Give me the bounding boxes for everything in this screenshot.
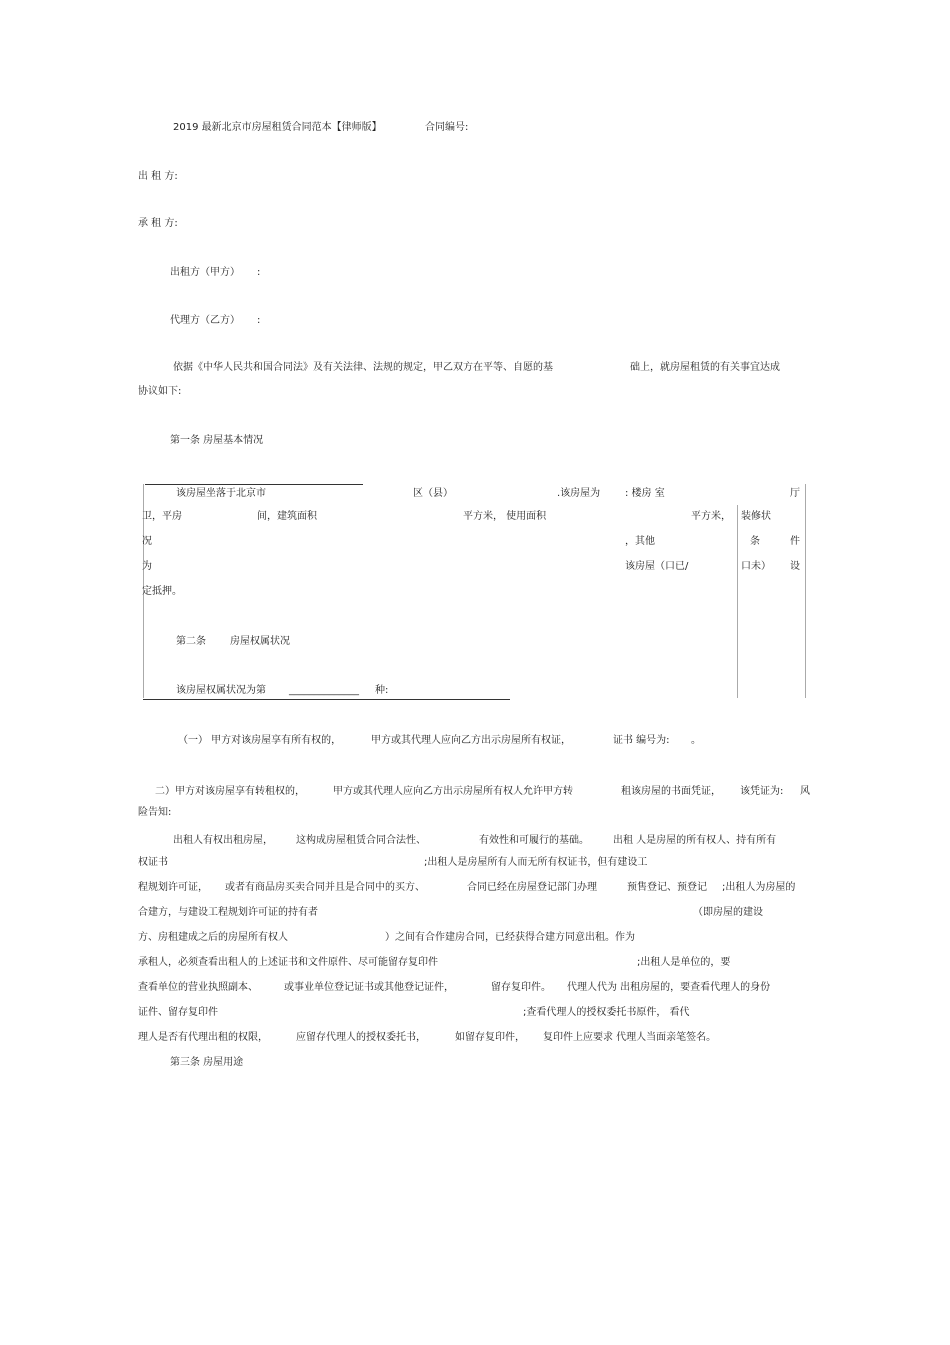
ownership-p1-b: 甲方或其代理人应向乙方出示房屋所有权证，	[371, 735, 571, 746]
ownership-p2-a: 二）甲方对该房屋享有转租权的，	[155, 786, 305, 797]
location-label: 该房屋坐落于北京市	[176, 488, 266, 499]
building-room-label: : 楼房 室	[625, 488, 665, 499]
risk-l7-d: 代理人代为 出租房屋的，要查看代理人的身份	[567, 982, 771, 993]
risk-l5-b: ）之间有合作建房合同，已经获得合建方同意出租。作为	[385, 932, 635, 943]
lessee-label: 承 租 方:	[138, 218, 178, 229]
risk-l7-a: 查看单位的营业执照副本、	[138, 982, 258, 993]
ownership-status-blank: ______________	[289, 685, 359, 696]
preamble-line1-a: 依据《中华人民共和国合同法》及有关法律、法规的规定，甲乙双方在平等、自愿的基	[173, 362, 553, 373]
ownership-status-label: 该房屋权属状况为第	[176, 685, 266, 696]
article1-title: 第一条 房屋基本情况	[170, 435, 264, 446]
contract-number-label: 合同编号:	[425, 122, 469, 133]
ownership-status-suffix: 种:	[375, 685, 389, 696]
risk-notice-label: 险告知:	[138, 807, 172, 818]
risk-l7-b: 或事业单位登记证书或其他登记证件，	[284, 982, 454, 993]
risk-l2-a: 权证书	[138, 857, 168, 868]
district-label: 区（县）	[413, 488, 453, 499]
party-a-colon: :	[257, 267, 261, 278]
use-area-label: 平方米， 使用面积	[463, 511, 547, 522]
document-title: 2019 最新北京市房屋租赁合同范本【律师版】	[173, 122, 382, 133]
cond-label: 条	[750, 536, 760, 547]
risk-l6-b: ;出租人是单位的，要	[637, 957, 731, 968]
article2-number: 第二条	[176, 636, 206, 647]
risk-l9-b: 应留存代理人的授权委托书，	[296, 1032, 426, 1043]
party-a-label: 出租方（甲方）	[170, 267, 240, 278]
risk-l3-a: 程规划许可证，	[138, 882, 208, 893]
set-label: 设	[790, 561, 800, 572]
sqm-label: 平方米，	[691, 511, 731, 522]
ownership-p2-d: 该凭证为:	[740, 786, 784, 797]
hall-label: 厅	[790, 488, 800, 499]
lessor-label: 出 租 方:	[138, 171, 178, 182]
risk-l1-c: 有效性和可履行的基础。	[479, 835, 589, 846]
mortgage-label: 该房屋（口已/	[625, 561, 689, 572]
bath-label: 卫，平房	[142, 511, 182, 522]
risk-l3-d: 预售登记、预登记	[627, 882, 707, 893]
table-bottom-rule	[143, 699, 510, 700]
risk-l4-a: 合建方，与建设工程规划许可证的持有者	[138, 907, 318, 918]
risk-l3-c: 合同已经在房屋登记部门办理	[467, 882, 597, 893]
is-label: 为	[142, 561, 152, 572]
ownership-p2-e: 风	[800, 786, 810, 797]
other-label: ，其他	[625, 536, 655, 547]
risk-l9-a: 理人是否有代理出租的权限，	[138, 1032, 268, 1043]
preamble-line1-b: 础上，就房屋租赁的有关事宜达成	[630, 362, 780, 373]
agent-b-label: 代理方（乙方）	[170, 315, 240, 326]
article3-title: 第三条 房屋用途	[170, 1057, 244, 1068]
risk-l2-b: ;出租人是房屋所有人而无所有权证书，但有建设工	[424, 857, 648, 868]
risk-l1-a: 出租人有权出租房屋，	[173, 835, 273, 846]
risk-l1-b: 这构成房屋租赁合同合法性、	[296, 835, 426, 846]
ownership-p1-a: （一） 甲方对该房屋享有所有权的，	[178, 735, 342, 746]
house-type-label: .该房屋为	[557, 488, 601, 499]
table-right-border	[805, 484, 806, 698]
not-mortgaged-label: 口未）	[741, 561, 771, 572]
article2-title: 房屋权属状况	[230, 636, 290, 647]
ownership-p1-d: 。	[691, 735, 701, 746]
condition-label: 况	[142, 536, 152, 547]
risk-l3-e: ;出租人为房屋的	[722, 882, 796, 893]
agent-b-colon: :	[257, 315, 261, 326]
risk-l5-a: 方、房租建成之后的房屋所有权人	[138, 932, 288, 943]
risk-l3-b: 或者有商品房买卖合同并且是合同中的买方、	[225, 882, 425, 893]
rooms-area-label: 间，建筑面积	[257, 511, 317, 522]
ownership-p2-c: 租该房屋的书面凭证，	[621, 786, 721, 797]
risk-l1-d: 出租 人是房屋的所有权人、持有所有	[613, 835, 777, 846]
risk-l8-b: ;查看代理人的授权委托书原件， 看代	[523, 1007, 690, 1018]
decoration-label: 装修状	[741, 511, 771, 522]
item-label: 件	[790, 536, 800, 547]
risk-l8-a: 证件、留存复印件	[138, 1007, 218, 1018]
risk-l7-c: 留存复印件。	[491, 982, 551, 993]
table-inner-divider	[737, 505, 738, 698]
risk-l4-b: （即房屋的建设	[693, 907, 763, 918]
risk-l9-d: 复印件上应要求 代理人当面亲笔签名。	[543, 1032, 717, 1043]
table-top-rule	[145, 484, 363, 485]
ownership-p1-c: 证书 编号为:	[613, 735, 670, 746]
risk-l9-c: 如留存复印件，	[455, 1032, 525, 1043]
risk-l6-a: 承租人，必须查看出租人的上述证书和文件原件、尽可能留存复印件	[138, 957, 438, 968]
ownership-p2-b: 甲方或其代理人应向乙方出示房屋所有权人允许甲方转	[333, 786, 573, 797]
mortgage-end-label: 定抵押。	[142, 586, 182, 597]
preamble-line2: 协议如下:	[138, 386, 182, 397]
